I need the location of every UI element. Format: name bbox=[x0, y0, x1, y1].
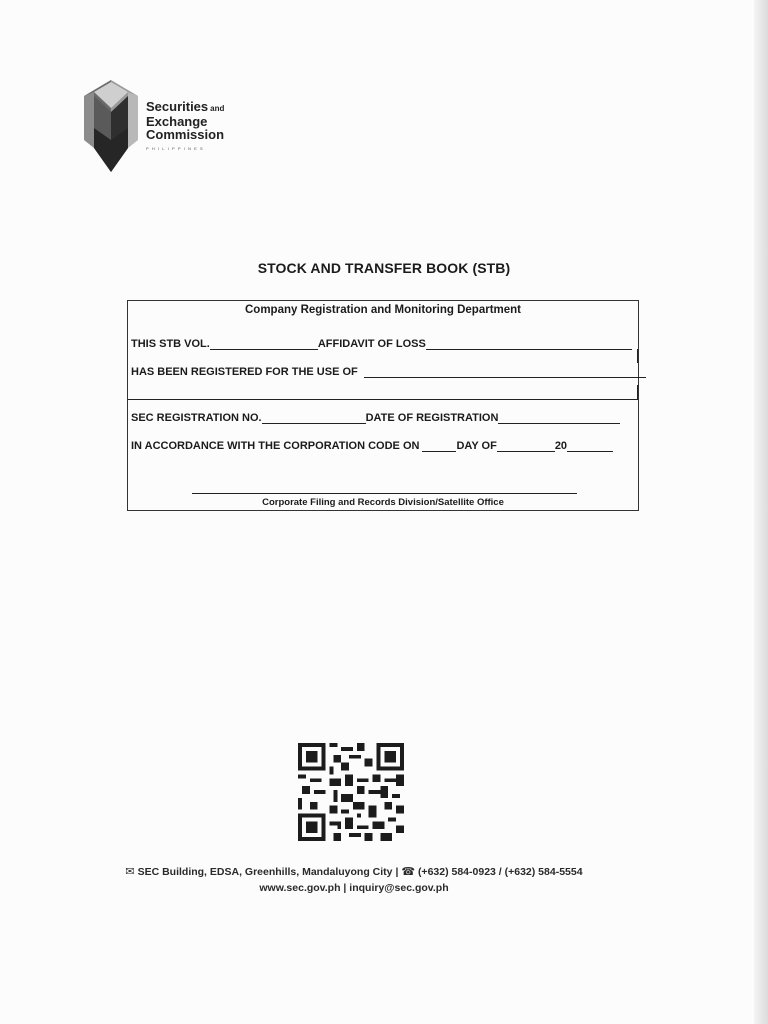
affidavit-field[interactable] bbox=[426, 337, 632, 350]
footer-separator: | bbox=[343, 882, 347, 894]
sec-registration-field[interactable] bbox=[262, 411, 366, 424]
sec-registration-label: SEC REGISTRATION NO. bbox=[131, 412, 262, 424]
year-label: 20 bbox=[554, 440, 568, 452]
document-title: STOCK AND TRANSFER BOOK (STB) bbox=[257, 260, 511, 276]
footer-email-link[interactable]: inquiry@sec.gov.ph bbox=[349, 882, 449, 894]
accordance-label: IN ACCORDANCE WITH THE CORPORATION CODE ON bbox=[131, 440, 420, 452]
month-field[interactable] bbox=[497, 439, 555, 452]
footer-contact bbox=[0, 864, 708, 896]
logo-country: PHILIPPINES bbox=[146, 146, 206, 151]
footer-separator: | bbox=[395, 866, 399, 878]
logo-line-securities: Securities and bbox=[146, 99, 225, 114]
sec-emblem-icon bbox=[80, 78, 142, 174]
date-registration-label: DATE OF REGISTRATION bbox=[365, 412, 499, 424]
footer-line-1 bbox=[0, 864, 708, 880]
footer-line-2 bbox=[0, 880, 708, 896]
affidavit-label: AFFIDAVIT OF LOSS bbox=[317, 338, 426, 350]
page-edge bbox=[754, 0, 768, 1024]
signature-line[interactable] bbox=[192, 493, 577, 494]
logo-line-exchange: Exchange bbox=[146, 114, 208, 129]
registered-row bbox=[131, 365, 638, 381]
day-field[interactable] bbox=[422, 439, 456, 452]
date-registration-field[interactable] bbox=[498, 411, 620, 424]
footer-website-link[interactable]: www.sec.gov.ph bbox=[259, 882, 341, 894]
day-of-label: DAY OF bbox=[456, 440, 497, 452]
signature-caption: Corporate Filing and Records Division/Satellite Office bbox=[262, 497, 504, 508]
sec-registration-row bbox=[131, 411, 638, 427]
logo-line-commission: Commission bbox=[146, 127, 225, 142]
registered-for-field[interactable] bbox=[364, 365, 646, 378]
field-tick bbox=[637, 385, 638, 399]
footer-address: SEC Building, EDSA, Greenhills, Mandaluyong City bbox=[137, 866, 393, 878]
sec-logo bbox=[80, 78, 250, 174]
year-field[interactable] bbox=[567, 439, 613, 452]
registered-label: HAS BEEN REGISTERED FOR THE USE OF bbox=[131, 366, 358, 378]
field-tick bbox=[637, 349, 638, 363]
phone-icon: ☎ bbox=[401, 866, 416, 878]
registration-form-box bbox=[127, 300, 639, 511]
mail-icon: ✉ bbox=[125, 866, 135, 878]
stb-vol-label: THIS STB VOL. bbox=[131, 338, 210, 350]
qr-code-icon bbox=[297, 743, 405, 841]
department-heading: Company Registration and Monitoring Department bbox=[244, 304, 521, 316]
registered-continuation-line[interactable] bbox=[128, 399, 638, 400]
stb-vol-field[interactable] bbox=[210, 337, 318, 350]
accordance-row bbox=[131, 439, 638, 455]
footer-phones: (+632) 584-0923 / (+632) 584-5554 bbox=[417, 866, 583, 878]
stb-vol-row bbox=[131, 337, 638, 353]
